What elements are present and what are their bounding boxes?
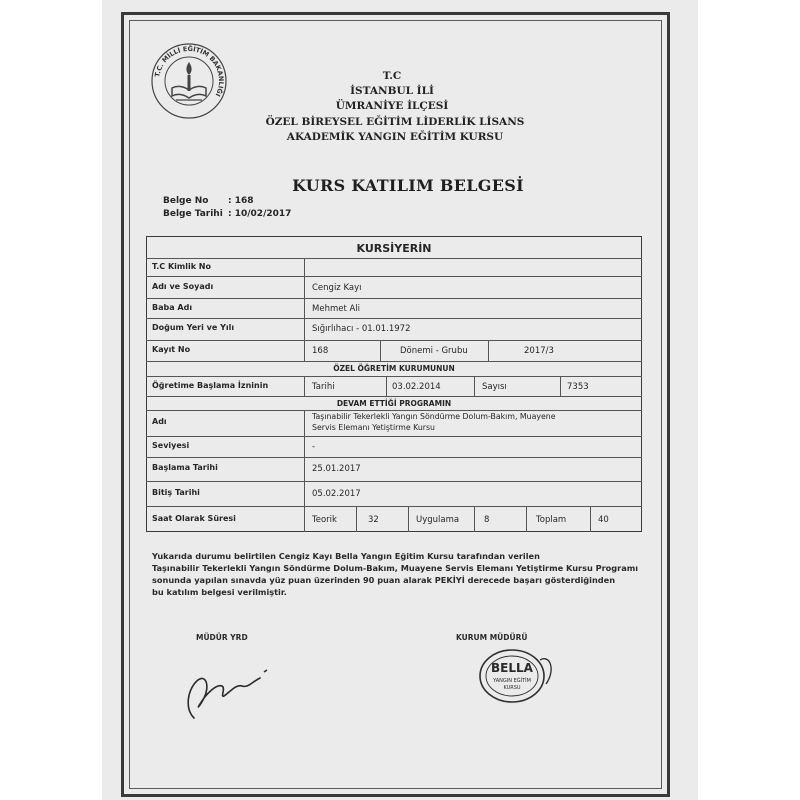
belge-no-label: Belge No [163,196,209,206]
program-adi-label: Adı [152,417,167,426]
baslama-label: Başlama Tarihi [152,463,218,472]
section-kurum: ÖZEL ÖĞRETİM KURUMUNUN [333,364,455,373]
header-course-name: AKADEMİK YANGIN EĞİTİM KURSU [286,131,504,143]
seviye-value: - [312,442,316,452]
signature-left-label: MÜDÜR YRD [196,633,248,642]
teorik-label: Teorik [312,515,337,525]
paragraph-line3: sonunda yapılan sınavda yüz puan üzerinden 90 puan alarak PEKİYİ derecede başarı gösterdiğinden [152,575,616,585]
bella-stamp-icon [470,640,560,710]
program-adi-line2: Servis Elemanı Yetiştirme Kursu [312,423,435,432]
handwritten-signature [176,648,276,728]
tc-label: T.C Kimlik No [152,262,211,271]
document-title: KURS KATILIM BELGESİ [292,176,524,195]
dogum-label: Doğum Yeri ve Yılı [152,323,235,332]
izin-label: Öğretime Başlama İzninin [152,381,269,390]
izin-sayi-value: 7353 [567,382,589,392]
toplam-value: 40 [598,515,609,525]
baslama-value: 25.01.2017 [312,464,361,474]
header-city: İSTANBUL İLİ [350,85,434,97]
donem-value: 2017/3 [524,346,554,356]
izin-tarih-value: 03.02.2014 [392,382,441,392]
paragraph-line4: bu katılım belgesi verilmiştir. [152,587,287,597]
paragraph-line2: Taşınabilir Tekerlekli Yangın Söndürme Dolum-Bakım, Muayene Servis Elemanı Yetiştirme Kursu Programı [152,563,639,573]
toplam-label: Toplam [536,515,567,525]
logo-ring-text: T.C. MİLLİ EĞİTİM BAKANLIĞI [153,44,226,98]
section-program: DEVAM ETTİĞİ PROGRAMIN [336,399,452,408]
stamp-name: BELLA [491,661,533,675]
section-kursiyer: KURSİYERİN [356,242,432,255]
signature-right-label: KURUM MÜDÜRÜ [456,633,528,642]
ad-value: Cengiz Kayı [312,283,362,293]
stamp-sub1: YANGIN EĞİTİM [493,678,531,684]
belge-no-value: : 168 [228,196,254,206]
kayit-label: Kayıt No [152,345,191,354]
uygulama-value: 8 [484,515,490,525]
izin-tarih-label: Tarihi [312,382,335,392]
izin-sayi-label: Sayısı [482,382,507,392]
stamp-sub2: KURSU [503,685,521,691]
baba-value: Mehmet Ali [312,304,361,314]
belge-tarih-value: : 10/02/2017 [228,209,292,219]
seviye-label: Seviyesi [152,441,190,450]
teorik-value: 32 [368,515,379,525]
program-adi-line1: Taşınabilir Tekerlekli Yangın Söndürme Dolum-Bakım, Muayene [312,412,556,421]
header-district: ÜMRANİYE İLÇESİ [335,100,449,112]
paragraph-line1: Yukarıda durumu belirtilen Cengiz Kayı Bella Yangın Eğitim Kursu tarafından verilen [152,551,540,561]
donem-label: Dönemi - Grubu [400,346,468,356]
header-tc: T.C [382,70,402,82]
bitis-value: 05.02.2017 [312,489,361,499]
belge-tarih-label: Belge Tarihi [163,209,223,219]
sure-label: Saat Olarak Süresi [152,514,236,523]
ad-label: Adı ve Soyadı [152,282,214,291]
bitis-label: Bitiş Tarihi [152,488,200,497]
kayit-value: 168 [312,346,329,356]
header-institution: ÖZEL BİREYSEL EĞİTİM LİDERLİK LİSANS [265,116,525,128]
baba-label: Baba Adı [152,303,193,312]
dogum-value: Sığırlıhacı - 01.01.1972 [312,324,411,334]
ministry-logo-icon [150,42,228,120]
uygulama-label: Uygulama [416,515,460,525]
